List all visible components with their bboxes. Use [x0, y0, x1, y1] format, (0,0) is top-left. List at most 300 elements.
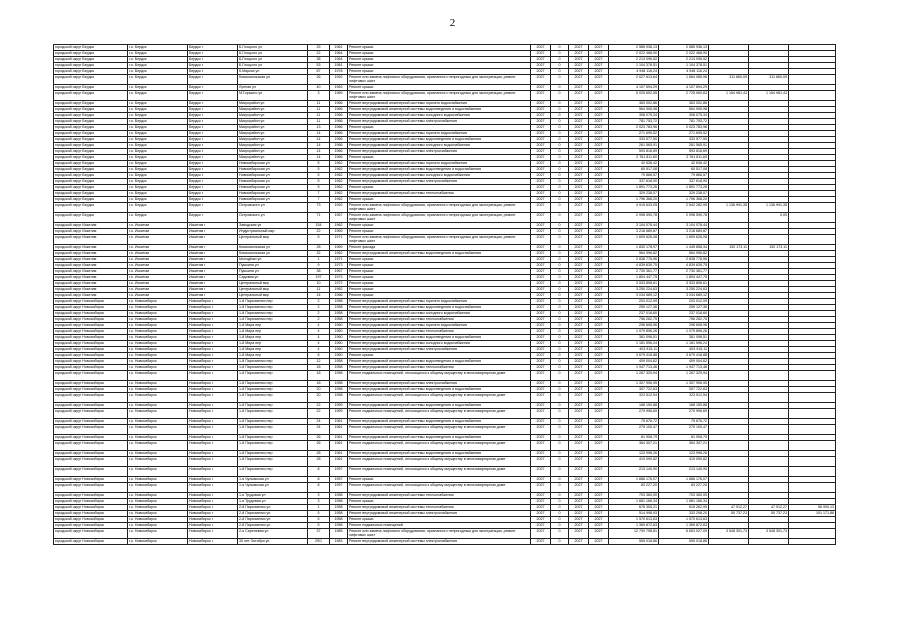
cell-zero-flag: 0 — [551, 235, 569, 245]
cell-plan-year: 2027 — [531, 229, 551, 235]
cell-municipality: городской округ Новосибирск — [54, 329, 128, 335]
cell-work-type: Ремонт подвальных помещений, относящихся к общему имуществу в многоквартирном доме — [348, 425, 531, 435]
cell-zero-flag: 0 — [551, 477, 569, 483]
cell-urban-district: г.о. Искитим — [128, 293, 188, 299]
cell-fund-cost: 564 996,82 — [659, 251, 709, 257]
cell-budget-cost: 1 136 991,35 — [709, 203, 749, 213]
cell-municipality: городской округ Бердск — [54, 57, 128, 63]
cell-local-budget-cost: 3 548 301,73 — [749, 529, 789, 539]
cell-local-budget-cost — [749, 371, 789, 381]
cell-zero-flag: 0 — [551, 435, 569, 441]
cell-house-number: 6 — [308, 353, 330, 359]
cell-plan-year: 2027 — [531, 137, 551, 143]
cell-end-year: 2027 — [589, 483, 609, 493]
cell-locality: Новосибирск г — [188, 387, 238, 393]
cell-locality: Новосибирск г — [188, 477, 238, 483]
cell-zero-flag: 0 — [551, 323, 569, 329]
cell-locality: Новосибирск г — [188, 505, 238, 511]
cell-end-year: 2027 — [589, 155, 609, 161]
cell-start-year: 2027 — [569, 305, 589, 311]
cell-locality: Новосибирск г — [188, 483, 238, 493]
table-row — [54, 483, 836, 493]
cell-year-built: 1962 — [330, 223, 348, 229]
cell-urban-district: г.о. Бердск — [128, 179, 188, 185]
cell-street: 2-й Пархоменко ул — [238, 505, 308, 511]
cell-municipality: городской округ Бердск — [54, 185, 128, 191]
cell-house-number: 37 — [308, 529, 330, 539]
cell-street: Микрорайон ул — [238, 143, 308, 149]
cell-total-cost: 279 996,69 — [609, 409, 659, 419]
cell-municipality: городской округ Новосибирск — [54, 523, 128, 529]
cell-house-number: 1 — [308, 505, 330, 511]
cell-house-number: 24 — [308, 425, 330, 435]
cell-house-number: 67 — [308, 69, 330, 75]
cell-local-budget-cost — [749, 441, 789, 451]
cell-end-year: 2027 — [589, 251, 609, 257]
cell-fund-cost: 1 664 085,96 — [659, 75, 709, 85]
cell-municipality: городской округ Бердск — [54, 113, 128, 119]
cell-plan-year: 2027 — [531, 539, 551, 545]
cell-plan-year: 2027 — [531, 305, 551, 311]
cell-work-type: Ремонт внутридомовой инженерной системы теплоснабжения — [348, 317, 531, 323]
cell-locality: Новосибирск г — [188, 341, 238, 347]
cell-fund-cost: 296 608,96 — [659, 323, 709, 329]
cell-zero-flag: 0 — [551, 213, 569, 223]
cell-house-number: 25 — [308, 45, 330, 51]
cell-year-built: 1966 — [330, 113, 348, 119]
cell-house-number: 22 — [308, 51, 330, 57]
cell-street: Новосибирская ул — [238, 191, 308, 197]
cell-fund-cost: 2 998 590,78 — [659, 213, 709, 223]
cell-plan-year: 2027 — [531, 425, 551, 435]
cell-fund-cost: 1 445 858,34 — [659, 245, 709, 251]
cell-budget-cost — [709, 393, 749, 403]
cell-end-year: 2027 — [589, 179, 609, 185]
cell-plan-year: 2027 — [531, 143, 551, 149]
cell-zero-flag: 0 — [551, 167, 569, 173]
cell-municipality: городской округ Бердск — [54, 85, 128, 91]
cell-zero-flag: 0 — [551, 365, 569, 371]
cell-urban-district: г.о. Новосибирск — [128, 451, 188, 457]
cell-work-type: Ремонт или замена лифтового оборудования, признанного непригодным для эксплуатации, ремонт лифтовых шахт — [348, 75, 531, 85]
cell-urban-district: г.о. Бердск — [128, 57, 188, 63]
cell-locality: Бердск г — [188, 179, 238, 185]
cell-end-year: 2027 — [589, 341, 609, 347]
cell-urban-district: г.о. Бердск — [128, 91, 188, 101]
cell-plan-year: 2027 — [531, 493, 551, 499]
cell-municipality: городской округ Искитим — [54, 293, 128, 299]
cell-zero-flag: 0 — [551, 161, 569, 167]
cell-total-cost: 363 002,86 — [609, 101, 659, 107]
cell-plan-year: 2027 — [531, 441, 551, 451]
cell-end-year: 2027 — [589, 263, 609, 269]
cell-work-type: Ремонт крыши — [348, 185, 531, 191]
cell-street: 1-я Чулымская ул — [238, 483, 308, 493]
cell-locality: Новосибирск г — [188, 359, 238, 365]
cell-zero-flag: 0 — [551, 57, 569, 63]
cell-fund-cost: 756 262,75 — [659, 317, 709, 323]
cell-locality: Бердск г — [188, 57, 238, 63]
cell-locality: Бердск г — [188, 63, 238, 69]
table-row — [54, 425, 836, 435]
cell-total-cost: 2 023 783,96 — [609, 125, 659, 131]
cell-street: Новосибирская ул — [238, 185, 308, 191]
cell-house-number: 71 — [308, 213, 330, 223]
cell-street: 1-й Мира пер — [238, 347, 308, 353]
cell-work-type: Ремонт крыши — [348, 499, 531, 505]
cell-municipality: городской округ Новосибирск — [54, 347, 128, 353]
cell-street: 1-й Пархоменко пер — [238, 305, 308, 311]
cell-house-number: 13 — [308, 125, 330, 131]
cell-plan-year: 2027 — [531, 409, 551, 419]
cell-urban-district: г.о. Новосибирск — [128, 457, 188, 467]
cell-total-cost: 2 761 811,60 — [609, 155, 659, 161]
cell-work-type: Ремонт внутридомовой инженерной системы теплоснабжения — [348, 329, 531, 335]
cell-street: 1-й Пархоменко пер — [238, 409, 308, 419]
cell-end-year: 2027 — [589, 113, 609, 119]
cell-end-year: 2027 — [589, 529, 609, 539]
cell-fund-cost: 337 618,90 — [659, 179, 709, 185]
cell-end-year: 2027 — [589, 235, 609, 245]
cell-zero-flag: 0 — [551, 523, 569, 529]
cell-other-cost — [789, 213, 836, 223]
cell-urban-district: г.о. Новосибирск — [128, 305, 188, 311]
cell-total-cost: 1 570 613,63 — [609, 517, 659, 523]
cell-zero-flag: 0 — [551, 329, 569, 335]
cell-fund-cost: 364 307,21 — [659, 441, 709, 451]
cell-municipality: городской округ Новосибирск — [54, 425, 128, 435]
cell-total-cost: 1 104 378,51 — [609, 63, 659, 69]
cell-start-year: 2027 — [569, 529, 589, 539]
cell-street: Б.Глоцкого ул — [238, 57, 308, 63]
cell-locality: Бердск г — [188, 101, 238, 107]
cell-municipality: городской округ Новосибирск — [54, 359, 128, 365]
cell-house-number: 32 — [308, 251, 330, 257]
cell-year-built: 1958 — [330, 499, 348, 505]
cell-street: 1-й Пархоменко пер — [238, 419, 308, 425]
cell-house-number: 12 — [308, 359, 330, 365]
cell-street: Островского ул — [238, 213, 308, 223]
cell-urban-district: г.о. Новосибирск — [128, 381, 188, 387]
cell-total-cost: 1 804 447,75 — [609, 275, 659, 281]
cell-plan-year: 2027 — [531, 523, 551, 529]
cell-zero-flag: 0 — [551, 131, 569, 137]
cell-local-budget-cost: 47 912,27 — [749, 505, 789, 511]
cell-urban-district: г.о. Бердск — [128, 137, 188, 143]
cell-locality: Новосибирск г — [188, 529, 238, 539]
cell-total-cost: 676 305,21 — [609, 505, 659, 511]
cell-other-cost: 101 171,86 — [789, 511, 836, 517]
cell-work-type: Ремонт внутридомовой инженерной системы водоотведения и водоснабжения — [348, 167, 531, 173]
cell-local-budget-cost: 0,00 — [749, 213, 789, 223]
cell-zero-flag: 0 — [551, 223, 569, 229]
cell-plan-year: 2027 — [531, 529, 551, 539]
cell-total-cost: 3 533 898,61 — [609, 281, 659, 287]
cell-zero-flag: 0 — [551, 529, 569, 539]
cell-urban-district: г.о. Бердск — [128, 161, 188, 167]
cell-work-type: Ремонт внутридомовой инженерной системы электроснабжения — [348, 119, 531, 125]
cell-street: Центральный мкр — [238, 287, 308, 293]
cell-street: Б.Глоцкого ул — [238, 45, 308, 51]
cell-urban-district: г.о. Искитим — [128, 235, 188, 245]
cell-work-type: Ремонт подвальных помещений, относящихся к общему имуществу в многоквартирном доме — [348, 371, 531, 381]
cell-house-number: 22 — [308, 403, 330, 409]
cell-fund-cost: 1 181 596,24 — [659, 341, 709, 347]
cell-work-type: Ремонт крыши — [348, 269, 531, 275]
cell-municipality: городской округ Бердск — [54, 75, 128, 85]
cell-start-year: 2027 — [569, 335, 589, 341]
cell-zero-flag: 0 — [551, 359, 569, 365]
cell-year-built: 1961 — [330, 435, 348, 441]
cell-end-year: 2027 — [589, 457, 609, 467]
cell-municipality: городской округ Новосибирск — [54, 317, 128, 323]
cell-municipality: городской округ Новосибирск — [54, 305, 128, 311]
cell-urban-district: г.о. Бердск — [128, 119, 188, 125]
cell-street: Индустриальный мкр — [238, 229, 308, 235]
cell-end-year: 2027 — [589, 137, 609, 143]
cell-fund-cost: 2 730 361,77 — [659, 269, 709, 275]
cell-year-built: 1958 — [330, 387, 348, 393]
cell-urban-district: г.о. Бердск — [128, 149, 188, 155]
cell-fund-cost: 203 012,09 — [659, 299, 709, 305]
cell-fund-cost: 403 915,11 — [659, 347, 709, 353]
cell-year-built: 1961 — [330, 441, 348, 451]
cell-urban-district: г.о. Бердск — [128, 185, 188, 191]
cell-street: Микрорайон ул — [238, 101, 308, 107]
cell-street: 1-й Пархоменко пер — [238, 425, 308, 435]
cell-locality: Новосибирск г — [188, 305, 238, 311]
cell-start-year: 2027 — [569, 185, 589, 191]
cell-start-year: 2027 — [569, 223, 589, 229]
cell-street: 1-й Пархоменко пер — [238, 359, 308, 365]
cell-urban-district: г.о. Бердск — [128, 213, 188, 223]
cell-municipality: городской округ Бердск — [54, 203, 128, 213]
cell-plan-year: 2027 — [531, 317, 551, 323]
cell-work-type: Ремонт крыши — [348, 229, 531, 235]
cell-year-built: 1978 — [330, 69, 348, 75]
cell-work-type: Ремонт крыши — [348, 223, 531, 229]
cell-budget-cost: 311 660,09 — [709, 75, 749, 85]
cell-municipality: городской округ Бердск — [54, 91, 128, 101]
cell-year-built: 1983 — [330, 539, 348, 545]
cell-other-cost — [789, 529, 836, 539]
cell-house-number: 3 — [308, 499, 330, 505]
cell-total-cost: 3 250 224,63 — [609, 287, 659, 293]
cell-urban-district: г.о. Новосибирск — [128, 353, 188, 359]
cell-urban-district: г.о. Искитим — [128, 257, 188, 263]
cell-start-year: 2027 — [569, 131, 589, 137]
cell-year-built: 1962 — [330, 173, 348, 179]
cell-zero-flag: 0 — [551, 299, 569, 305]
cell-house-number: 26 — [308, 75, 330, 85]
cell-municipality: городской округ Новосибирск — [54, 403, 128, 409]
cell-house-number: 4 — [308, 347, 330, 353]
cell-locality: Новосибирск г — [188, 311, 238, 317]
cell-plan-year: 2027 — [531, 293, 551, 299]
cell-start-year: 2027 — [569, 451, 589, 457]
cell-year-built: 1960 — [330, 353, 348, 359]
cell-urban-district: г.о. Новосибирск — [128, 329, 188, 335]
cell-other-cost — [789, 409, 836, 419]
cell-total-cost: 307 722,63 — [609, 387, 659, 393]
cell-end-year: 2027 — [589, 245, 609, 251]
cell-street: 1-я Трудовая ул — [238, 493, 308, 499]
cell-year-built: 1958 — [330, 493, 348, 499]
cell-municipality: городской округ Бердск — [54, 197, 128, 203]
cell-budget-cost: 3 548 301,73 — [709, 529, 749, 539]
cell-street: К.Маркса ул — [238, 69, 308, 75]
cell-street: Центральный мкр — [238, 235, 308, 245]
cell-plan-year: 2027 — [531, 483, 551, 493]
cell-plan-year: 2027 — [531, 435, 551, 441]
cell-municipality: городской округ Искитим — [54, 275, 128, 281]
cell-zero-flag: 0 — [551, 381, 569, 387]
cell-urban-district: г.о. Новосибирск — [128, 505, 188, 511]
cell-end-year: 2027 — [589, 57, 609, 63]
cell-urban-district: г.о. Новосибирск — [128, 517, 188, 523]
cell-work-type: Ремонт подвальных помещений, относящихся к общему имуществу в многоквартирном доме — [348, 409, 531, 419]
cell-end-year: 2027 — [589, 441, 609, 451]
cell-street: Микрорайон ул — [238, 119, 308, 125]
cell-house-number: 26 — [308, 435, 330, 441]
cell-fund-cost: 213 140,90 — [659, 467, 709, 477]
cell-plan-year: 2027 — [531, 371, 551, 381]
cell-locality: Новосибирск г — [188, 511, 238, 517]
cell-year-built: 1960 — [330, 329, 348, 335]
cell-fund-cost: 363 002,86 — [659, 101, 709, 107]
cell-work-type: Ремонт подвальных помещений, относящихся к общему имуществу в многоквартирном доме — [348, 467, 531, 477]
cell-end-year: 2027 — [589, 311, 609, 317]
cell-locality: Новосибирск г — [188, 419, 238, 425]
cell-work-type: Ремонт или замена лифтового оборудования, признанного непригодным для эксплуатации, ремонт лифтовых шахт — [348, 91, 531, 101]
cell-end-year: 2027 — [589, 131, 609, 137]
cell-total-cost: 2 027 613,64 — [609, 75, 659, 85]
cell-total-cost: 564 996,82 — [609, 251, 659, 257]
cell-municipality: городской округ Новосибирск — [54, 311, 128, 317]
cell-fund-cost: 123 998,26 — [659, 451, 709, 457]
cell-locality: Искитим г — [188, 229, 238, 235]
table-row — [54, 539, 836, 545]
cell-urban-district: г.о. Бердск — [128, 173, 188, 179]
cell-plan-year: 2027 — [531, 269, 551, 275]
cell-total-cost: 2 730 361,77 — [609, 269, 659, 275]
cell-locality: Бердск г — [188, 131, 238, 137]
cell-other-cost — [789, 393, 836, 403]
cell-locality: Бердск г — [188, 173, 238, 179]
cell-total-cost: 361 096,51 — [609, 335, 659, 341]
cell-work-type: Ремонт внутридомовой инженерной системы электроснабжения — [348, 179, 531, 185]
cell-year-built: 1971 — [330, 235, 348, 245]
cell-end-year: 2027 — [589, 393, 609, 403]
cell-urban-district: г.о. Бердск — [128, 101, 188, 107]
cell-fund-cost: 1 891 773,26 — [659, 185, 709, 191]
cell-street: Островского ул — [238, 203, 308, 213]
cell-end-year: 2027 — [589, 335, 609, 341]
cell-year-built: 1981 — [330, 63, 348, 69]
cell-work-type: Ремонт или замена лифтового оборудования, признанного непригодным для эксплуатации, ремонт лифтовых шахт — [348, 235, 531, 245]
cell-other-cost — [789, 441, 836, 451]
cell-plan-year: 2027 — [531, 149, 551, 155]
cell-house-number: 5 — [308, 167, 330, 173]
cell-year-built: 1962 — [330, 185, 348, 191]
cell-start-year: 2027 — [569, 281, 589, 287]
cell-plan-year: 2027 — [531, 107, 551, 113]
cell-work-type: Ремонт крыши — [348, 275, 531, 281]
cell-total-cost: 1 947 713,46 — [609, 365, 659, 371]
cell-start-year: 2027 — [569, 113, 589, 119]
cell-house-number: 18 — [308, 381, 330, 387]
cell-end-year: 2027 — [589, 435, 609, 441]
cell-fund-cost: 781 753,72 — [659, 119, 709, 125]
cell-end-year: 2027 — [589, 403, 609, 409]
cell-year-built: 1957 — [330, 477, 348, 483]
cell-locality: Бердск г — [188, 85, 238, 91]
cell-start-year: 2027 — [569, 393, 589, 403]
cell-start-year: 2027 — [569, 155, 589, 161]
cell-zero-flag: 0 — [551, 69, 569, 75]
cell-total-cost: 123 998,26 — [609, 451, 659, 457]
cell-house-number: 11 — [308, 119, 330, 125]
cell-house-number: 11 — [308, 113, 330, 119]
cell-start-year: 2027 — [569, 179, 589, 185]
cell-urban-district: г.о. Бердск — [128, 203, 188, 213]
cell-work-type: Ремонт внутридомовой инженерной системы водоотведения и водоснабжения — [348, 419, 531, 425]
cell-fund-cost: 279 100,47 — [659, 425, 709, 435]
cell-start-year: 2027 — [569, 275, 589, 281]
cell-start-year: 2027 — [569, 505, 589, 511]
cell-total-cost: 60 517,08 — [609, 167, 659, 173]
cell-zero-flag: 0 — [551, 63, 569, 69]
cell-plan-year: 2027 — [531, 477, 551, 483]
table-row — [54, 91, 836, 101]
cell-plan-year: 2027 — [531, 113, 551, 119]
cell-work-type: Ремонт внутридомовой инженерной системы водоотведения и водоснабжения — [348, 435, 531, 441]
cell-municipality: городской округ Искитим — [54, 251, 128, 257]
cell-zero-flag: 0 — [551, 137, 569, 143]
cell-fund-cost: 1 104 378,51 — [659, 63, 709, 69]
cell-work-type: Ремонт крыши — [348, 51, 531, 57]
cell-zero-flag: 0 — [551, 179, 569, 185]
cell-urban-district: г.о. Искитим — [128, 269, 188, 275]
cell-municipality: городской округ Бердск — [54, 191, 128, 197]
cell-plan-year: 2027 — [531, 91, 551, 101]
cell-start-year: 2027 — [569, 161, 589, 167]
cell-work-type: Ремонт внутридомовой инженерной системы водоотведения и водоснабжения — [348, 305, 531, 311]
cell-start-year: 2027 — [569, 143, 589, 149]
cell-zero-flag: 0 — [551, 229, 569, 235]
cell-urban-district: г.о. Новосибирск — [128, 441, 188, 451]
cell-street: Новосибирская ул — [238, 167, 308, 173]
cell-start-year: 2027 — [569, 203, 589, 213]
cell-total-cost: 79 866,57 — [609, 173, 659, 179]
cell-street: Центральный мкр — [238, 293, 308, 299]
cell-local-budget-cost — [749, 425, 789, 435]
cell-locality: Новосибирск г — [188, 457, 238, 467]
cell-fund-cost: 3 533 898,61 — [659, 281, 709, 287]
cell-end-year: 2027 — [589, 329, 609, 335]
cell-end-year: 2027 — [589, 257, 609, 263]
cell-urban-district: г.о. Новосибирск — [128, 499, 188, 505]
cell-total-cost: 83 227,20 — [609, 483, 659, 493]
cell-urban-district: г.о. Бердск — [128, 63, 188, 69]
cell-house-number: 18 — [308, 365, 330, 371]
cell-plan-year: 2027 — [531, 281, 551, 287]
cell-street: Молодёжи ул — [238, 257, 308, 263]
cell-end-year: 2027 — [589, 467, 609, 477]
cell-work-type: Ремонт внутридомовой инженерной системы холодного водоснабжения — [348, 173, 531, 179]
cell-total-cost: 3 104 078,44 — [609, 223, 659, 229]
cell-street: Пушкина ул — [238, 269, 308, 275]
